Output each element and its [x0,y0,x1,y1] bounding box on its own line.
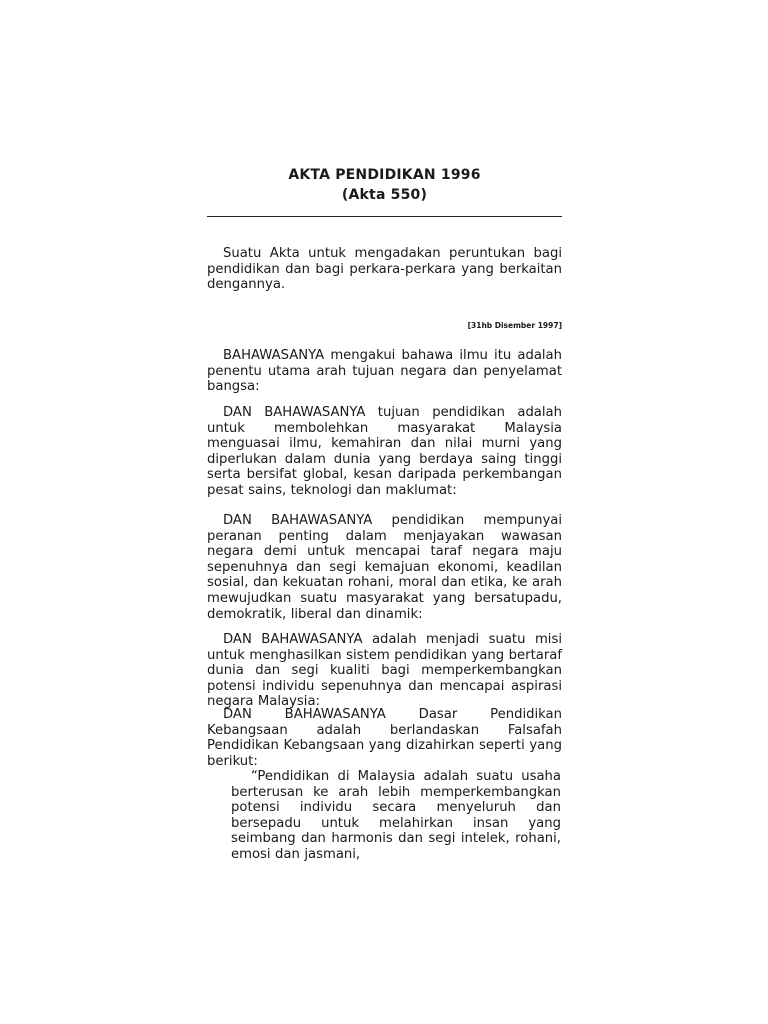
paragraph-block [207,632,562,710]
title-block [207,165,562,205]
enactment-date: [31hb Disember 1997] [467,321,562,330]
whereas-paragraph: DAN BAHAWASANYA adalah menjadi suatu misi untuk menghasilkan sistem pendidikan yang bertaraf dunia dan segi kualiti bagi memperkembangkan potensi individu sepenuhnya dan mencapai aspirasi negara Malaysia: [207,632,562,710]
date-block [207,321,562,330]
preamble-text: Suatu Akta untuk mengadakan peruntukan bagi pendidikan dan bagi perkara-perkara yang berkaitan dengannya. [207,246,562,293]
whereas-paragraph: DAN BAHAWASANYA Dasar Pendidikan Kebangsaan adalah berlandaskan Falsafah Pendidikan Kebangsaan yang dizahirkan seperti yang berikut: [207,707,562,769]
preamble-block [207,246,562,293]
whereas-paragraph: DAN BAHAWASANYA pendidikan mempunyai peranan penting dalam menjayakan wawasan negara demi untuk mencapai taraf negara maju sepenuhnya dan segi kemajuan ekonomi, keadilan sosial, dan kekuatan rohani, moral dan etika, ke arah mewujudkan suatu masyarakat yang bersatupadu, demokratik, liberal dan dinamik: [207,513,562,622]
philosophy-quote: “Pendidikan di Malaysia adalah suatu usaha berterusan ke arah lebih memperkembangkan potensi individu secara menyeluruh dan bersepadu untuk melahirkan insan yang seimbang dan harmonis dan segi intelek, rohani, emosi dan jasmani, [231,769,561,862]
document-title: AKTA PENDIDIKAN 1996 [288,167,481,183]
paragraph-block [207,707,562,769]
paragraph-block [207,405,562,499]
whereas-paragraph: DAN BAHAWASANYA tujuan pendidikan adalah untuk membolehkan masyarakat Malaysia menguasai ilmu, kemahiran dan nilai murni yang diperlukan dalam dunia yang berdaya saing tinggi serta bersifat global, kesan daripada perkembangan pesat sains, teknologi dan maklumat: [207,405,562,498]
paragraph-block [207,513,562,622]
whereas-paragraph: BAHAWASANYA mengakui bahawa ilmu itu adalah penentu utama arah tujuan negara dan penyelamat bangsa: [207,348,562,395]
philosophy-quote-block [231,769,561,863]
document-subtitle: (Akta 550) [341,187,428,203]
paragraph-block [207,348,562,395]
title-divider [207,216,562,217]
